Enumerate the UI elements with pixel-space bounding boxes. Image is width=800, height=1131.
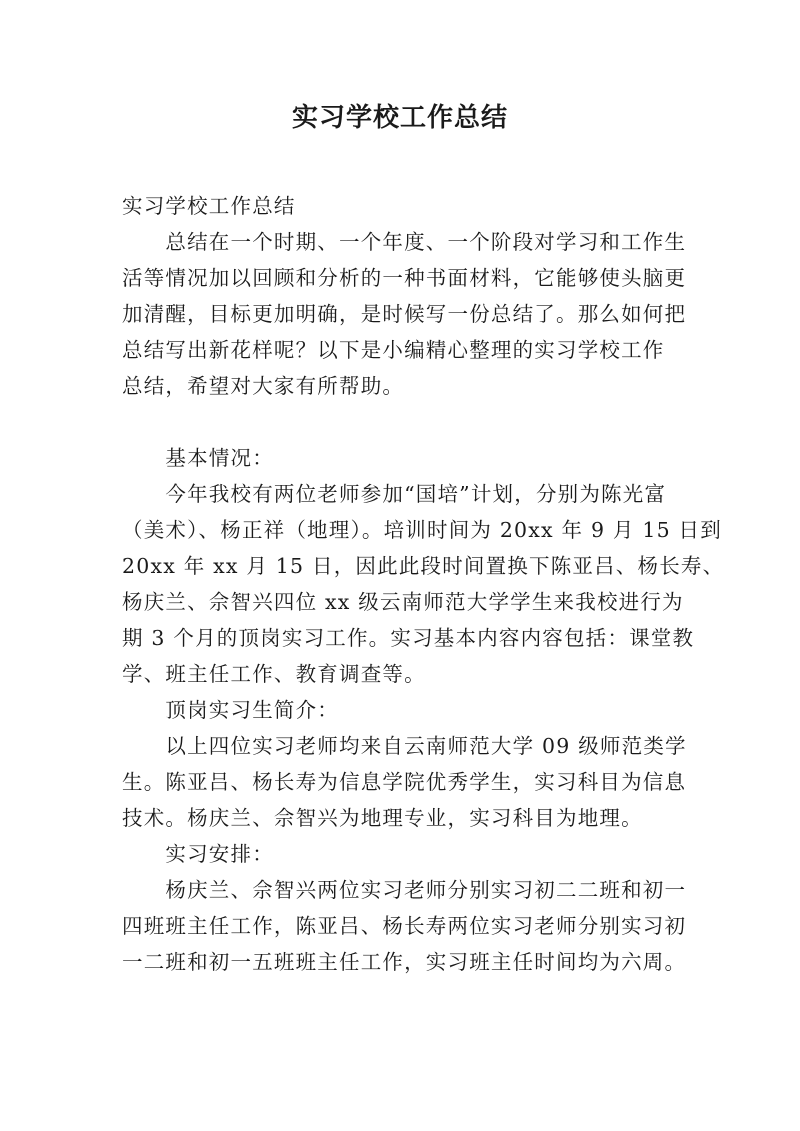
text-line: 一二班和初一五班班主任工作，实习班主任时间均为六周。 (122, 950, 687, 974)
section-heading-basic: 基本情况： (122, 446, 274, 470)
basic-info-paragraph (122, 476, 725, 692)
text-line: 杨庆兰、佘智兴四位 xx 级云南师范大学学生来我校进行为 (122, 590, 684, 614)
document-title: 实习学校工作总结 (291, 103, 508, 133)
text-line: 总结在一个时期、一个年度、一个阶段对学习和工作生 (122, 230, 687, 254)
text-line: 加清醒，目标更加明确，是时候写一份总结了。那么如何把 (122, 302, 687, 326)
text-line: （美术）、杨正祥（地理）。培训时间为 20xx 年 9 月 15 日到 (122, 518, 722, 542)
section-heading-arrangement: 实习安排： (122, 842, 274, 866)
intro-paragraph (122, 224, 688, 404)
interns-paragraph (122, 728, 688, 836)
arrangement-paragraph (122, 872, 688, 980)
document-body (122, 188, 725, 980)
text-line: 今年我校有两位老师参加“国培”计划，分别为陈光富 (122, 482, 667, 506)
text-line: 20xx 年 xx 月 15 日，因此此段时间置换下陈亚吕、杨长寿、 (122, 554, 725, 578)
text-line: 技术。杨庆兰、佘智兴为地理专业，实习科目为地理。 (122, 806, 643, 830)
text-line: 总结，希望对大家有所帮助。 (122, 374, 405, 398)
blank-line (122, 404, 688, 440)
text-line: 总结写出新花样呢？以下是小编精心整理的实习学校工作 (122, 338, 665, 362)
text-line: 生。陈亚吕、杨长寿为信息学院优秀学生，实习科目为信息 (122, 770, 687, 794)
text-line: 以上四位实习老师均来自云南师范大学 09 级师范类学 (122, 734, 687, 758)
section-heading-interns: 顶岗实习生简介： (122, 698, 339, 722)
text-line: 活等情况加以回顾和分析的一种书面材料，它能够使头脑更 (122, 266, 687, 290)
text-line: 四班班主任工作，陈亚吕、杨长寿两位实习老师分别实习初 (122, 914, 687, 938)
document-subtitle: 实习学校工作总结 (122, 194, 296, 218)
text-line: 期 3 个月的顶岗实习工作。实习基本内容内容包括：课堂教 (122, 626, 695, 650)
text-line: 学、班主任工作、教育调查等。 (122, 662, 426, 686)
text-line: 杨庆兰、佘智兴两位实习老师分别实习初二二班和初一 (122, 878, 687, 902)
